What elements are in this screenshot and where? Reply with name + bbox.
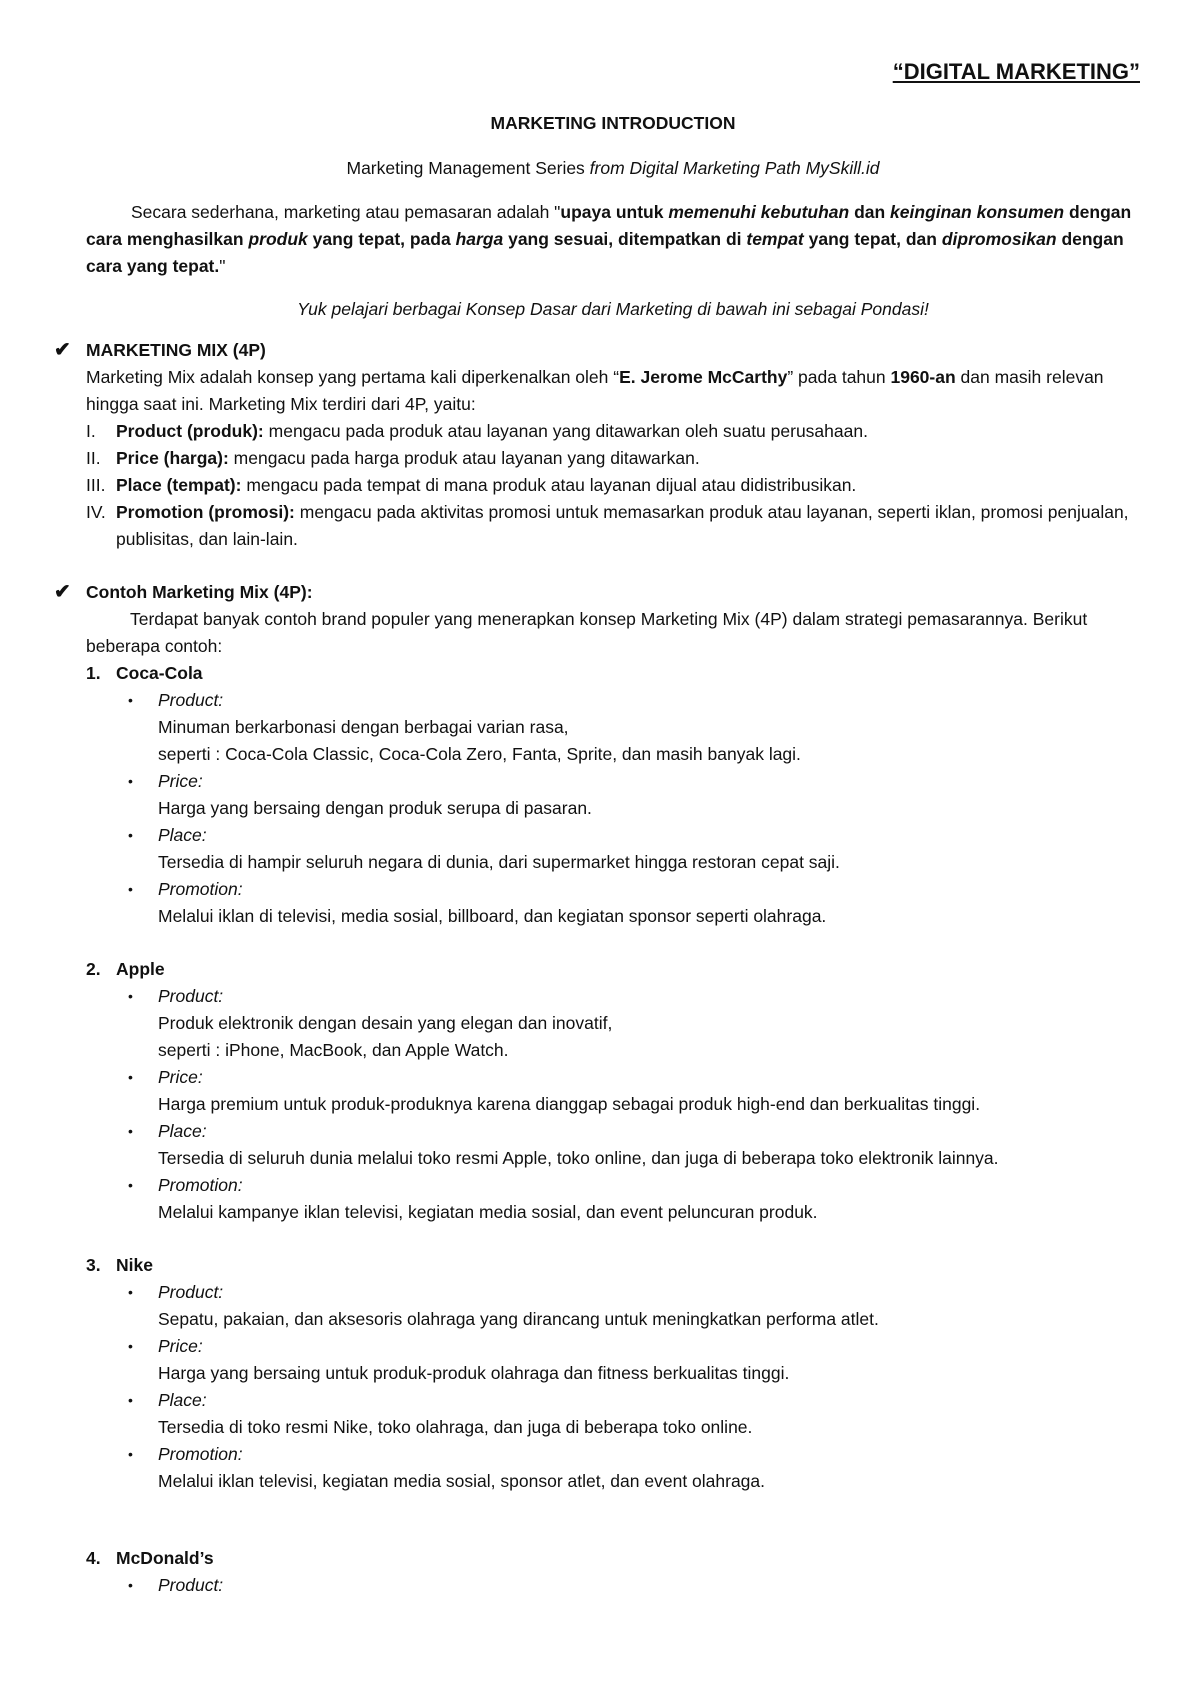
intro-paragraph (86, 199, 1140, 280)
list-term: Product (produk): (116, 421, 264, 441)
bullet-text: Tersedia di hampir seluruh negara di dunia, dari supermarket hingga restoran cepat saji. (158, 852, 840, 872)
list-number: III. (86, 475, 106, 495)
list-item (86, 1333, 1140, 1387)
mix-desc-name: E. Jerome McCarthy (619, 367, 788, 387)
bullet-label: Place: (158, 1121, 207, 1141)
examples-intro: Terdapat banyak contoh brand populer yang menerapkan konsep Marketing Mix (4P) dalam strategi pemasarannya. Berikut beberapa contoh: (86, 609, 1088, 656)
bullet-label: Promotion: (158, 879, 243, 899)
bullet-text: Tersedia di seluruh dunia melalui toko resmi Apple, toko online, dan juga di beberapa toko elektronik lainnya. (158, 1148, 999, 1168)
brand-bullet-list (86, 983, 1140, 1226)
list-item (86, 499, 1140, 553)
bullet-text: Melalui iklan televisi, kegiatan media sosial, sponsor atlet, dan event olahraga. (158, 1471, 766, 1491)
intro-bold: upaya untuk (560, 202, 669, 222)
list-text: mengacu pada tempat di mana produk atau layanan dijual atau didistribusikan. (241, 475, 857, 495)
list-item (86, 1441, 1140, 1495)
bullet-text: Melalui iklan di televisi, media sosial, billboard, dan kegiatan sponsor seperti olahraga. (158, 906, 827, 926)
series-text: Marketing Management Series (346, 158, 590, 178)
series-source: from Digital Marketing Path MySkill.id (589, 158, 880, 178)
list-item (86, 1387, 1140, 1441)
intro-bold: dengan cara yang tepat. (86, 229, 1124, 276)
bullet-text: Harga premium untuk produk-produknya karena dianggap sebagai produk high-end dan berkualitas tinggi. (158, 1094, 981, 1114)
brand-name: Coca-Cola (116, 663, 203, 683)
spacer (86, 930, 1140, 956)
checkmark-icon: ✔ (54, 581, 71, 603)
mix-desc-year: 1960-an (890, 367, 956, 387)
list-number: IV. (86, 502, 106, 522)
bullet-label: Product: (158, 1575, 224, 1595)
bullet-text: Sepatu, pakaian, dan aksesoris olahraga yang dirancang untuk meningkatkan performa atlet. (158, 1309, 879, 1329)
bullet-label: Product: (158, 690, 224, 710)
list-item (86, 876, 1140, 930)
bullet-icon: • (128, 1392, 133, 1408)
section-subtitle: MARKETING INTRODUCTION (490, 113, 736, 133)
list-item (86, 1064, 1140, 1118)
list-item (86, 472, 1140, 499)
brand-heading (86, 660, 1140, 687)
bullet-icon: • (128, 1177, 133, 1193)
bullet-icon: • (128, 1284, 133, 1300)
bullet-label: Price: (158, 1336, 203, 1356)
list-item (86, 418, 1140, 445)
bullet-icon: • (128, 1446, 133, 1462)
bullet-text: Tersedia di toko resmi Nike, toko olahraga, dan juga di beberapa toko online. (158, 1417, 753, 1437)
bullet-label: Product: (158, 986, 224, 1006)
bullet-icon: • (128, 1338, 133, 1354)
list-text: mengacu pada aktivitas promosi untuk memasarkan produk atau layanan, seperti iklan, promosi penjualan, publisitas, dan lain-lain. (116, 502, 1129, 549)
bullet-icon: • (128, 1123, 133, 1139)
bullet-label: Place: (158, 825, 207, 845)
intro-bold-italic: memenuhi kebutuhan (668, 202, 850, 222)
brand-number: 3. (86, 1255, 101, 1275)
intro-bold: dengan cara menghasilkan (86, 202, 1132, 249)
list-number: I. (86, 421, 96, 441)
bullet-icon: • (128, 988, 133, 1004)
intro-bold-italic: tempat (746, 229, 804, 249)
list-item (86, 445, 1140, 472)
intro-bold: yang tepat, dan (803, 229, 942, 249)
bullet-icon: • (128, 692, 133, 708)
intro-bold-italic: dipromosikan (941, 229, 1057, 249)
brand-name: Nike (116, 1255, 153, 1275)
mix-desc-text: Marketing Mix adalah konsep yang pertama kali diperkenalkan oleh “ (86, 367, 620, 387)
bullet-icon: • (128, 773, 133, 789)
brand-examples (86, 660, 1140, 1599)
brand-bullet-list (86, 687, 1140, 930)
mix-desc-text: ” pada tahun (787, 367, 891, 387)
list-item (86, 1572, 1140, 1599)
bullet-text: seperti : Coca-Cola Classic, Coca-Cola Zero, Fanta, Sprite, dan masih banyak lagi. (158, 744, 801, 764)
bullet-icon: • (128, 1069, 133, 1085)
brand-number: 1. (86, 663, 101, 683)
brand-bullet-list (86, 1572, 1140, 1599)
checkmark-icon: ✔ (54, 339, 71, 361)
bullet-icon: • (128, 881, 133, 897)
marketing-mix-list (86, 418, 1140, 553)
intro-bold-italic: harga (455, 229, 504, 249)
bullet-text: Harga yang bersaing untuk produk-produk olahraga dan fitness berkualitas tinggi. (158, 1363, 790, 1383)
intro-text: " (219, 256, 226, 276)
list-text: mengacu pada harga produk atau layanan yang ditawarkan. (228, 448, 700, 468)
spacer (86, 1495, 1140, 1545)
series-line (86, 155, 1140, 182)
bullet-label: Place: (158, 1390, 207, 1410)
bullet-text: seperti : iPhone, MacBook, dan Apple Watch. (158, 1040, 509, 1060)
list-item (86, 768, 1140, 822)
bullet-icon: • (128, 827, 133, 843)
list-number: II. (86, 448, 101, 468)
list-item (86, 983, 1140, 1064)
examples-heading-text: Contoh Marketing Mix (4P): (86, 582, 313, 602)
brand-heading (86, 1252, 1140, 1279)
list-text: mengacu pada produk atau layanan yang ditawarkan oleh suatu perusahaan. (263, 421, 868, 441)
intro-bold: yang sesuai, ditempatkan di (503, 229, 747, 249)
list-item (86, 1279, 1140, 1333)
bullet-label: Promotion: (158, 1444, 243, 1464)
list-term: Place (tempat): (116, 475, 242, 495)
tagline: Yuk pelajari berbagai Konsep Dasar dari Marketing di bawah ini sebagai Pondasi! (297, 299, 929, 319)
list-term: Price (harga): (116, 448, 229, 468)
bullet-text: Minuman berkarbonasi dengan berbagai varian rasa, (158, 717, 569, 737)
brand-number: 2. (86, 959, 101, 979)
document-title (86, 58, 1140, 86)
marketing-mix-heading-text: MARKETING MIX (4P) (86, 340, 266, 360)
examples-heading (54, 579, 1140, 606)
brand-heading (86, 956, 1140, 983)
brand-number: 4. (86, 1548, 101, 1568)
spacer (86, 553, 1140, 579)
marketing-mix-description (86, 364, 1140, 418)
document-title-text: “DIGITAL MARKETING” (892, 59, 1140, 84)
spacer (86, 1226, 1140, 1252)
mix-desc-text: dan masih relevan hingga saat ini. Marketing Mix terdiri dari 4P, yaitu: (86, 367, 1104, 414)
marketing-mix-heading (54, 337, 1140, 364)
bullet-label: Promotion: (158, 1175, 243, 1195)
bullet-text: Produk elektronik dengan desain yang elegan dan inovatif, (158, 1013, 613, 1033)
bullet-label: Price: (158, 1067, 203, 1087)
list-term: Promotion (promosi): (116, 502, 295, 522)
intro-bold: yang tepat, pada (307, 229, 456, 249)
bullet-text: Harga yang bersaing dengan produk serupa di pasaran. (158, 798, 592, 818)
bullet-icon: • (128, 1577, 133, 1593)
bullet-text: Melalui kampanye iklan televisi, kegiatan media sosial, dan event peluncuran produk. (158, 1202, 818, 1222)
list-item (86, 1172, 1140, 1226)
intro-bold: dan (849, 202, 891, 222)
list-item (86, 687, 1140, 768)
intro-bold-italic: produk (248, 229, 308, 249)
brand-name: Apple (116, 959, 165, 979)
intro-text: Secara sederhana, marketing atau pemasaran adalah " (131, 202, 561, 222)
brand-heading (86, 1545, 1140, 1572)
list-item (86, 822, 1140, 876)
brand-bullet-list (86, 1279, 1140, 1495)
intro-bold-italic: keinginan konsumen (890, 202, 1065, 222)
bullet-label: Price: (158, 771, 203, 791)
bullet-label: Product: (158, 1282, 224, 1302)
brand-name: McDonald’s (116, 1548, 214, 1568)
list-item (86, 1118, 1140, 1172)
